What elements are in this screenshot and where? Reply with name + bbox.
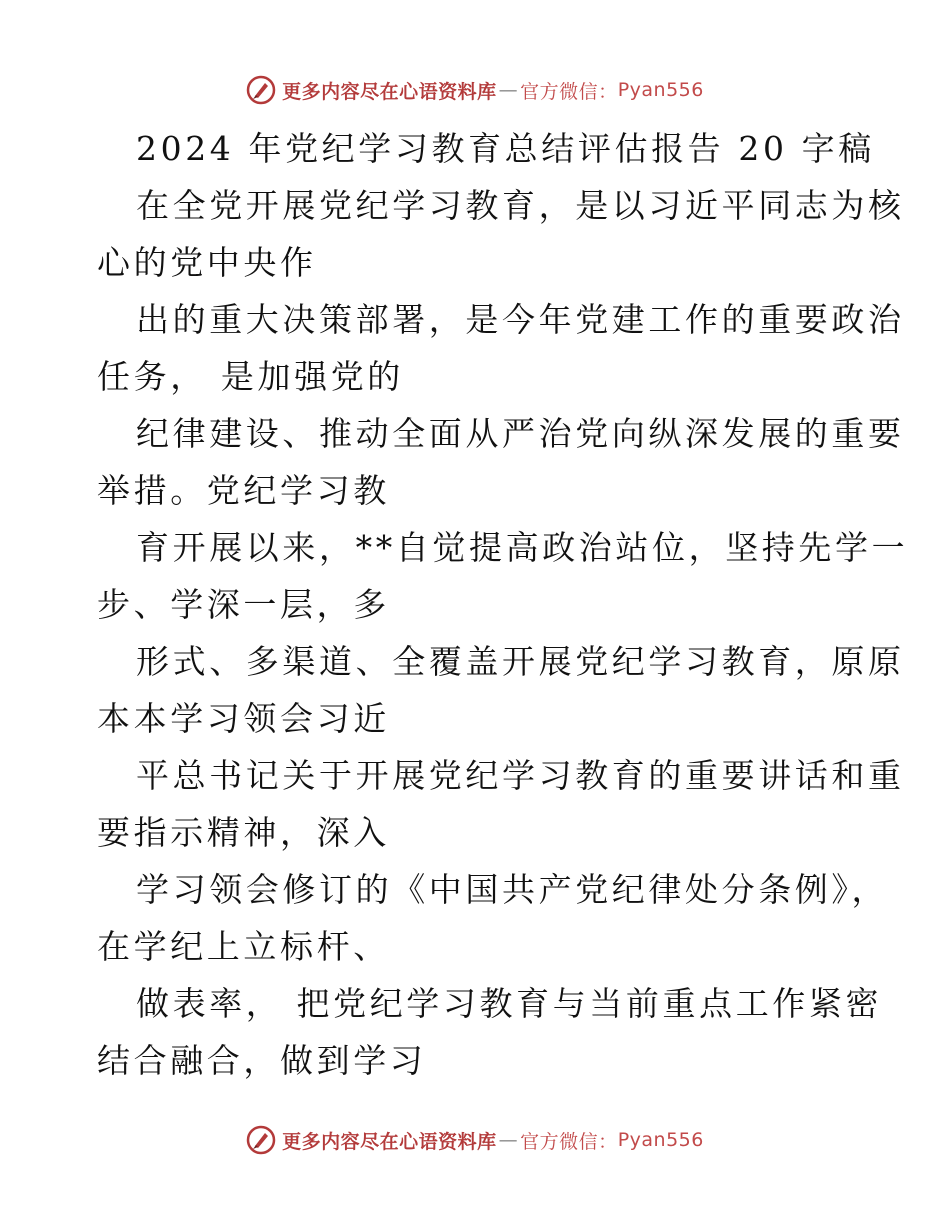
text-line: 学习领会修订的《中国共产党纪律处分条例》， [136, 870, 889, 909]
text-line: 出的重大决策部署，是今年党建工作的重要政治 [136, 300, 905, 339]
watermark-separator: — [498, 1129, 519, 1151]
text-line: 本本学习领会习近 [97, 699, 390, 738]
footer-watermark [0, 1120, 950, 1160]
text-line: 结合融合，做到学习 [97, 1041, 427, 1080]
text-line: 平总书记关于开展党纪学习教育的重要讲话和重 [136, 756, 905, 795]
text-line: 要指示精神，深入 [97, 813, 390, 852]
text-line: 心的党中央作 [97, 243, 317, 282]
text-line: 步、学深一层，多 [97, 585, 390, 624]
pen-nib-seal-icon [246, 1125, 276, 1155]
watermark-tail: 官方微信： [520, 1130, 618, 1153]
text-line: 纪律建设、推动全面从严治党向纵深发展的重要 [136, 414, 905, 453]
watermark-lead: 更多内容尽在心语资料库 [282, 1130, 497, 1153]
text-line: 举措。党纪学习教 [97, 471, 390, 510]
watermark-id: Pyan556 [617, 1129, 704, 1151]
watermark-separator: — [498, 79, 519, 101]
header-watermark [0, 70, 950, 110]
text-line: 形式、多渠道、全覆盖开展党纪学习教育，原原 [136, 642, 905, 681]
watermark-text [282, 77, 704, 104]
text-line: 任务， 是加强党的 [97, 357, 404, 396]
text-line: 在全党开展党纪学习教育，是以习近平同志为核 [136, 186, 905, 225]
text-line: 在学纪上立标杆、 [97, 927, 390, 966]
watermark-tail: 官方微信： [520, 80, 618, 103]
text-line: 育开展以来，**自觉提高政治站位，坚持先学一 [136, 528, 909, 567]
watermark-text [282, 1127, 704, 1154]
watermark-lead: 更多内容尽在心语资料库 [282, 80, 497, 103]
pen-nib-seal-icon [246, 75, 276, 105]
watermark-id: Pyan556 [617, 79, 704, 101]
document-title: 2024 年党纪学习教育总结评估报告 20 字稿 [136, 129, 875, 168]
text-line: 做表率， 把党纪学习教育与当前重点工作紧密 [136, 984, 883, 1023]
document-body [97, 120, 909, 1089]
